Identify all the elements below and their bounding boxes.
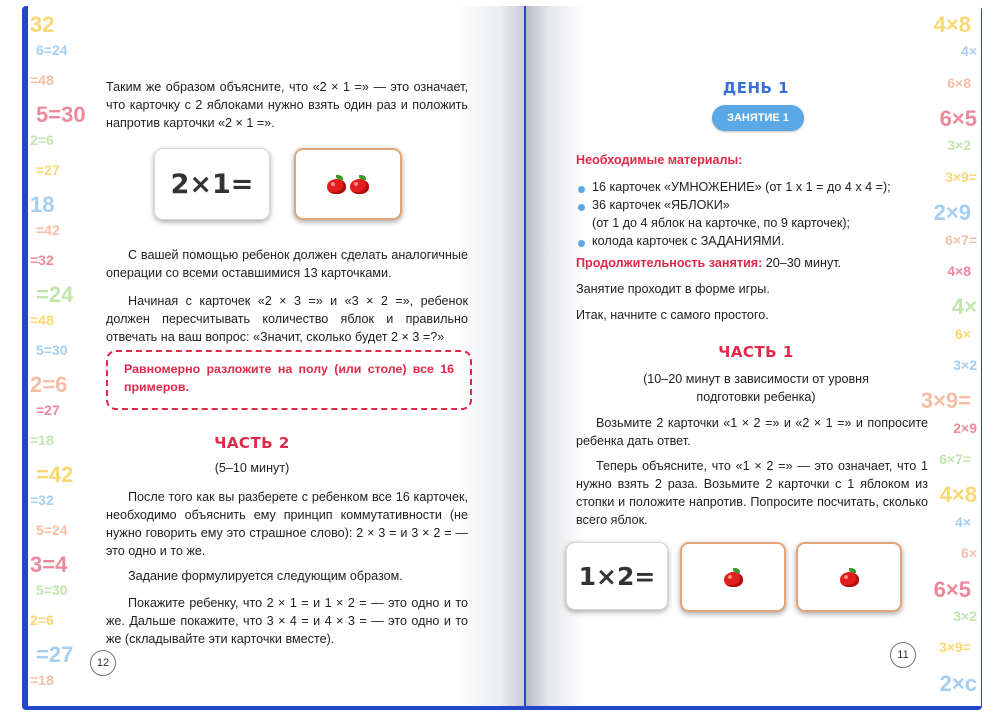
margin-number: 2=6 bbox=[30, 612, 54, 628]
materials-item-3: колода карточек с ЗАДАНИЯМИ. bbox=[592, 234, 785, 248]
margin-number: 6×7= bbox=[939, 451, 971, 467]
materials-item-2-detail: (от 1 до 4 яблок на карточке, по 9 карточек); bbox=[592, 216, 851, 230]
apple-card bbox=[294, 148, 402, 220]
card-equation: 2×1= bbox=[170, 168, 254, 200]
left-paragraph-5: Задание формулируется следующим образом. bbox=[128, 569, 403, 583]
apple-icon bbox=[350, 175, 369, 193]
margin-number: 18 bbox=[30, 192, 55, 217]
book-cover bbox=[22, 6, 982, 710]
margin-number: 6×8 bbox=[947, 75, 971, 91]
margin-number: 5=30 bbox=[36, 342, 68, 358]
margin-number: =48 bbox=[30, 312, 54, 328]
apple-icon bbox=[840, 568, 859, 586]
margin-number: 2=6 bbox=[30, 132, 54, 148]
part-2-duration: (5–10 минут) bbox=[214, 461, 290, 475]
margin-number: 2×9 bbox=[953, 420, 977, 436]
margin-number: =32 bbox=[30, 252, 54, 268]
right-page bbox=[526, 6, 981, 706]
margin-number: =24 bbox=[36, 282, 74, 307]
apple-icon bbox=[327, 175, 346, 193]
bullet-icon bbox=[578, 240, 585, 247]
part-2-heading: ЧАСТЬ 2 bbox=[214, 434, 290, 452]
duration-value: 20–30 минут. bbox=[765, 256, 842, 270]
margin-number: =48 bbox=[30, 72, 54, 88]
margin-number: 5=30 bbox=[36, 102, 86, 127]
game-text: Занятие проходит в форме игры. bbox=[576, 282, 770, 296]
part-1-duration-line-2: подготовки ребенка) bbox=[696, 390, 816, 404]
note-box: Равномерно разложите на полу (или столе) все 16 примеров. bbox=[106, 350, 472, 410]
margin-number: 32 bbox=[30, 12, 55, 37]
right-paragraph-2: Теперь объясните, что «1 × 2 =» — это означает, что 1 нужно взять 2 раза. Возьмите 2 карточки с 1 яблоком из стопки и положите напротив. Попросите посчитать, сколько всего яблок. bbox=[576, 459, 928, 527]
margin-number: 6×7= bbox=[945, 232, 977, 248]
part-1-heading: ЧАСТЬ 1 bbox=[718, 343, 794, 361]
margin-number: 6=24 bbox=[36, 42, 68, 58]
margin-number: =27 bbox=[36, 402, 60, 418]
margin-number: 3×2 bbox=[947, 137, 971, 153]
margin-number: 6×5 bbox=[939, 106, 977, 131]
margin-number: 4× bbox=[955, 514, 971, 530]
duration-line bbox=[576, 254, 936, 272]
left-paragraph-3: Начиная с карточек «2 × 3 =» и «3 × 2 =», ребенок должен пересчитывать количество яблок и правильно отвечать на ваш вопрос: «Значит, сколько будет 2 × 3 =?» bbox=[106, 294, 468, 344]
right-paragraph-1: Возьмите 2 карточки «1 × 2 =» и «2 × 1 =» и попросите ребенка дать ответ. bbox=[576, 416, 928, 448]
margin-number: =42 bbox=[36, 222, 60, 238]
margin-number: 4× bbox=[961, 43, 977, 59]
multiplication-card bbox=[154, 148, 270, 220]
margin-number: =32 bbox=[30, 492, 54, 508]
apple-card bbox=[796, 542, 902, 612]
margin-number: 3×9= bbox=[945, 169, 977, 185]
materials-item-1: 16 карточек «УМНОЖЕНИЕ» (от 1 х 1 = до 4 х 4 =); bbox=[592, 180, 891, 194]
materials-label: Необходимые материалы: bbox=[576, 153, 743, 167]
left-paragraph-4: После того как вы разберете с ребенком все 16 карточек, необходимо объяснить ему принцип коммутативности (не нужно говорить ему это страшное слово): 2 × 3 = и 3 × 2 = — это одно и то же. bbox=[106, 490, 468, 558]
start-text: Итак, начните с самого простого. bbox=[576, 308, 769, 322]
left-paragraph-1: Таким же образом объясните, что «2 × 1 =» — это означает, что карточку с 2 яблоками нужно взять один раз и положить напротив карточки «2 × 1 =». bbox=[106, 80, 468, 130]
apple-icon bbox=[724, 568, 743, 586]
margin-number: 2×с bbox=[939, 671, 977, 696]
margin-number: =27 bbox=[36, 162, 60, 178]
margin-number: 3×2 bbox=[953, 608, 977, 624]
card-equation: 1×2= bbox=[578, 561, 656, 591]
margin-number: 5=30 bbox=[36, 582, 68, 598]
page-number-left: 12 bbox=[90, 650, 116, 676]
page-number-right: 11 bbox=[890, 642, 916, 668]
margin-number: =27 bbox=[36, 642, 74, 667]
margin-number: =42 bbox=[36, 462, 74, 487]
left-paragraph-6: Покажите ребенку, что 2 × 1 = и 1 × 2 = — это одно и то же. Дальше покажите, что 3 × 4 = и 4 × 3 = — это одно и то же (складывайте эти карточки вместе). bbox=[106, 596, 468, 646]
margin-number: 4× bbox=[951, 294, 977, 319]
margin-number: 2=6 bbox=[30, 372, 68, 397]
margin-number: 3×9= bbox=[920, 388, 971, 413]
margin-number: 3=4 bbox=[30, 552, 68, 577]
bullet-icon bbox=[578, 186, 585, 193]
left-paragraph-2: С вашей помощью ребенок должен сделать аналогичные операции со всеми оставшимися 13 карточками. bbox=[106, 248, 468, 280]
margin-number: 6×5 bbox=[933, 577, 971, 602]
apple-card bbox=[680, 542, 786, 612]
materials-item-2: 36 карточек «ЯБЛОКИ» bbox=[592, 198, 730, 212]
margin-number: 2×9 bbox=[933, 200, 971, 225]
part-1-duration-line-1: (10–20 минут в зависимости от уровня bbox=[643, 372, 869, 386]
margin-number: 4×8 bbox=[933, 12, 971, 37]
margin-number: 6× bbox=[955, 326, 971, 342]
day-heading: ДЕНЬ 1 bbox=[722, 79, 790, 97]
margin-number: 4×8 bbox=[939, 482, 977, 507]
bullet-icon bbox=[578, 204, 585, 211]
left-page bbox=[28, 6, 524, 706]
lesson-label: ЗАНЯТИЕ 1 bbox=[712, 105, 804, 131]
margin-number: =18 bbox=[30, 432, 54, 448]
margin-number: 3×2 bbox=[953, 357, 977, 373]
duration-label: Продолжительность занятия: bbox=[576, 256, 763, 270]
margin-number: 6× bbox=[961, 545, 977, 561]
margin-number: =18 bbox=[30, 672, 54, 688]
multiplication-card bbox=[566, 542, 668, 610]
margin-number: 3×9= bbox=[939, 639, 971, 655]
margin-number: 5=24 bbox=[36, 522, 68, 538]
margin-number: 4×8 bbox=[947, 263, 971, 279]
